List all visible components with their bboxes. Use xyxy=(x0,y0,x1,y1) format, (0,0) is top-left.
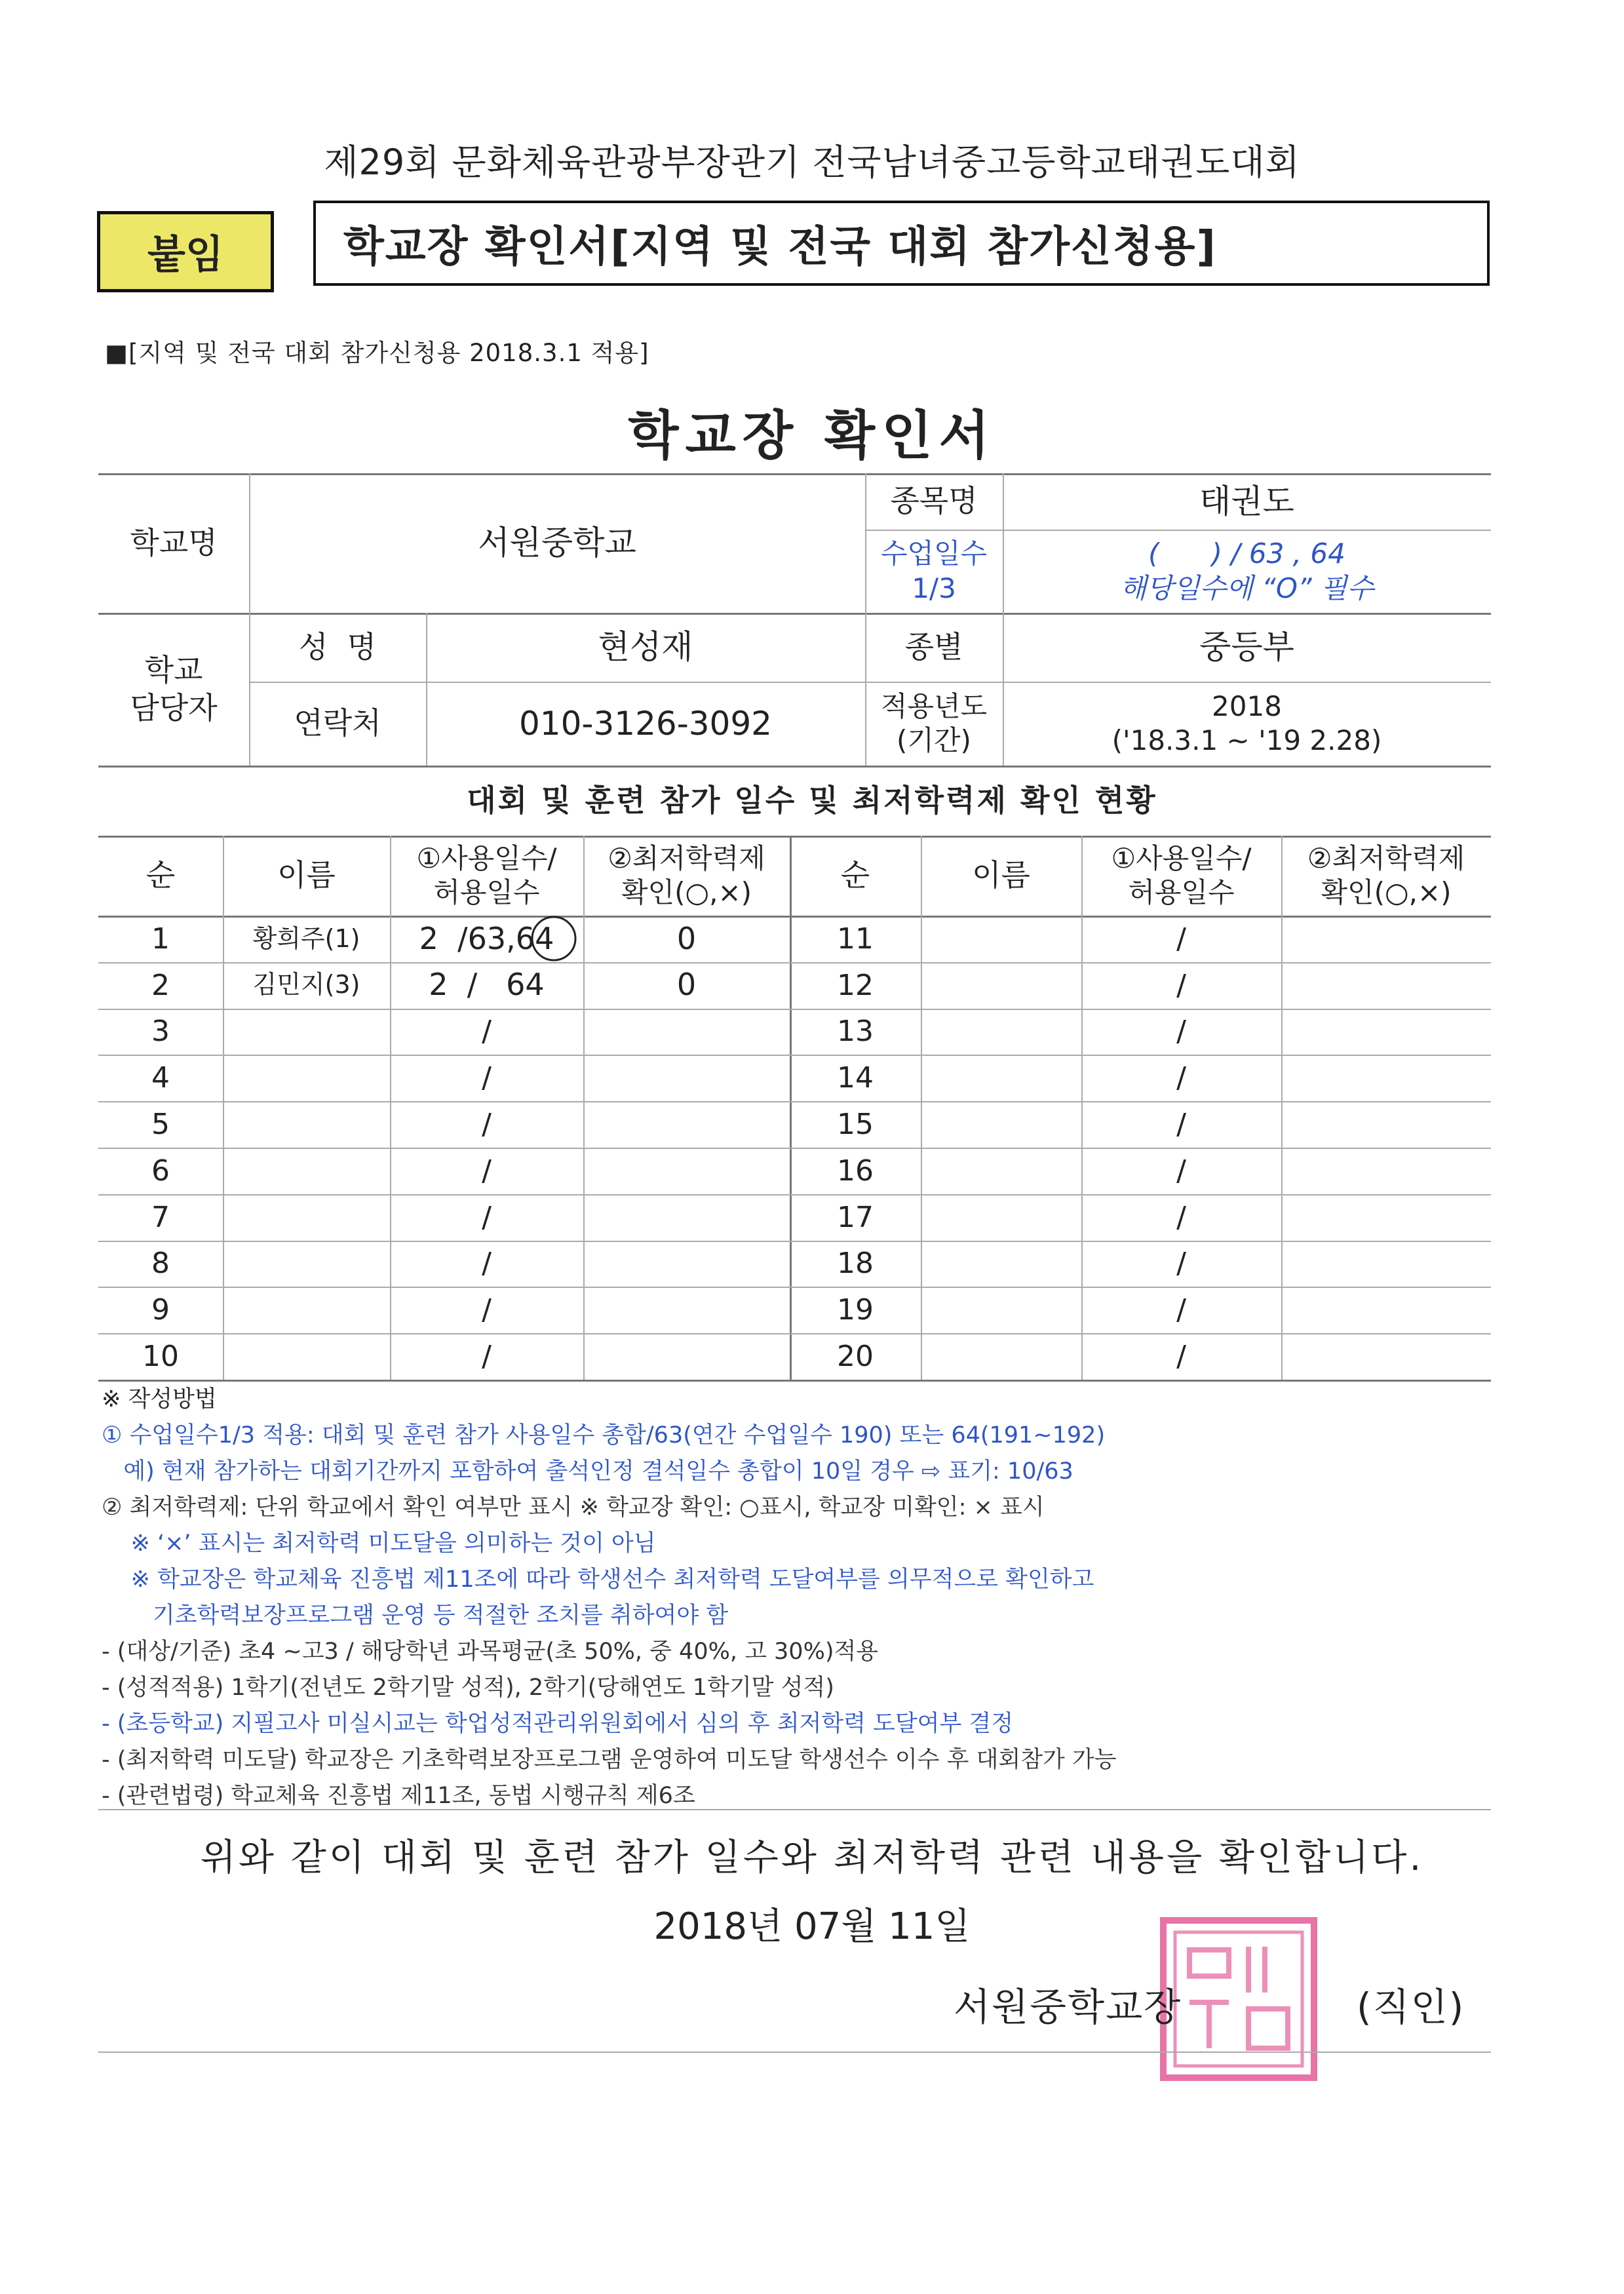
row-check-cell xyxy=(583,1333,790,1380)
row-days-cell: / xyxy=(1176,1061,1186,1095)
category-value: 중등부 xyxy=(1199,628,1294,667)
status-heading: 대회 및 훈련 참가 일수 및 최저학력제 확인 현황 xyxy=(467,783,1157,818)
row-name-cell: 김민지(3) xyxy=(252,970,360,1000)
row-check-cell xyxy=(583,1241,790,1287)
row-days-cell: / xyxy=(482,1015,492,1049)
row-check-cell xyxy=(583,1101,790,1148)
method-lines xyxy=(102,1418,1543,1814)
row-check-cell xyxy=(1281,1241,1491,1287)
row-seq-cell: 16 xyxy=(837,1154,874,1188)
applied-year-label: 적용년도 (기간) xyxy=(880,690,988,756)
row-seq-cell: 17 xyxy=(837,1200,874,1234)
row-check-cell xyxy=(1281,1333,1491,1380)
method-line: - (관련법령) 학교체육 진흥법 제11조, 동법 시행규칙 제6조 xyxy=(102,1783,695,1809)
row-name-cell xyxy=(921,1194,1081,1241)
manager-name-label: 성 명 xyxy=(298,629,377,665)
method-title: ※ 작성방법 xyxy=(102,1386,217,1412)
method-line: - (대상/기준) 초4 ~고3 / 해당학년 과목평균(초 50%, 중 40%, 고 30%)적용 xyxy=(102,1639,879,1665)
contact-value: 010-3126-3092 xyxy=(518,704,772,743)
row-name-cell xyxy=(921,1287,1081,1333)
row-seq-cell: 4 xyxy=(151,1061,170,1095)
header-days: ①사용일수/ 허용일수 xyxy=(1111,842,1252,908)
event-name-value: 태권도 xyxy=(1199,482,1294,520)
row-days-cell: / xyxy=(482,1247,492,1281)
row-days-cell: / xyxy=(482,1108,492,1142)
row-seq-cell: 14 xyxy=(837,1061,874,1095)
principal-signature: 서원중학교장 xyxy=(954,1985,1182,2029)
header-seq: 순 xyxy=(840,857,870,893)
attachment-badge: 붙임 xyxy=(97,211,274,292)
manager-label: 학교 담당자 xyxy=(130,652,218,726)
row-seq-cell: 7 xyxy=(151,1200,170,1234)
method-line: ※ 학교장은 학교체육 진흥법 제11조에 따라 학생선수 최저학력 도달여부를 의무적으로 확인하고 xyxy=(102,1566,1094,1593)
row-seq-cell: 12 xyxy=(837,968,874,1002)
row-seq-cell: 19 xyxy=(837,1293,874,1327)
row-name-cell xyxy=(223,1148,390,1194)
row-days-cell: / xyxy=(1176,1108,1186,1142)
row-check-cell xyxy=(583,1194,790,1241)
confirm-statement: 위와 같이 대회 및 훈련 참가 일수와 최저학력 관련 내용을 확인합니다. xyxy=(200,1837,1424,1879)
row-days-cell: / xyxy=(1176,968,1186,1002)
method-line: ② 최저학력제: 단위 학교에서 확인 여부만 표시 ※ 학교장 확인: ○표시, 학교장 미확인: × 표시 xyxy=(102,1494,1045,1521)
row-days-cell: / xyxy=(482,1061,492,1095)
header-days: ①사용일수/ 허용일수 xyxy=(416,842,557,908)
row-check-cell xyxy=(1281,1194,1491,1241)
method-line: 예) 현재 참가하는 대회기간까지 포함하여 출석인정 결석일수 총합이 10일 경우 ⇨ 표기: 10/63 xyxy=(102,1458,1073,1485)
row-days-cell: / xyxy=(482,1154,492,1188)
event-title: 제29회 문화체육관광부장관기 전국남녀중고등학교태권도대회 xyxy=(324,142,1300,183)
header-name: 이름 xyxy=(972,857,1030,893)
header-check: ②최저학력제 확인(○,×) xyxy=(1307,842,1465,908)
school-name-value: 서원중학교 xyxy=(478,524,636,562)
method-line: - (성적적용) 1학기(전년도 2학기말 성적), 2학기(당해연도 1학기말 성적) xyxy=(102,1675,834,1701)
row-name-cell xyxy=(223,1241,390,1287)
row-days-cell: / xyxy=(482,1200,492,1234)
method-line: - (초등학교) 지필고사 미실시교는 학업성적관리위원회에서 심의 후 최저학력 도달여부 결정 xyxy=(102,1711,1014,1737)
row-days-cell: / xyxy=(1176,1015,1186,1049)
row-seq-cell: 20 xyxy=(837,1340,874,1374)
row-seq-cell: 2 xyxy=(151,968,170,1002)
row-name-cell xyxy=(921,1148,1081,1194)
row-seq-cell: 9 xyxy=(151,1293,170,1327)
method-line: 기초학력보장프로그램 운영 등 적절한 조치를 취하여야 함 xyxy=(102,1603,729,1629)
row-name-cell xyxy=(223,1101,390,1148)
row-seq-cell: 3 xyxy=(151,1015,170,1049)
row-days-cell: / xyxy=(1176,1247,1186,1281)
event-name-label: 종목명 xyxy=(890,483,978,519)
row-days-cell: / xyxy=(482,1293,492,1327)
row-name-cell xyxy=(223,1333,390,1380)
row-check-cell xyxy=(583,1009,790,1055)
row-check-cell xyxy=(1281,962,1491,1009)
row-check-cell xyxy=(583,1055,790,1101)
document-title: 학교장 확인서 xyxy=(628,405,996,466)
row-check-cell: 0 xyxy=(676,920,697,956)
row-check-cell xyxy=(1281,1148,1491,1194)
official-seal-label: (직인) xyxy=(1357,1985,1465,2029)
writing-method xyxy=(102,1382,1543,1814)
row-seq-cell: 8 xyxy=(151,1247,170,1281)
row-seq-cell: 18 xyxy=(837,1247,874,1281)
row-days-cell: / xyxy=(1176,922,1186,956)
row-name-cell xyxy=(921,1009,1081,1055)
row-check-cell xyxy=(1281,1055,1491,1101)
header-check: ②최저학력제 확인(○,×) xyxy=(608,842,765,908)
row-days-cell: / xyxy=(1176,1340,1186,1374)
row-name-cell: 황희주(1) xyxy=(252,923,360,953)
row-check-cell xyxy=(1281,1101,1491,1148)
row-check-cell xyxy=(1281,1009,1491,1055)
row-name-cell xyxy=(223,1194,390,1241)
confirm-date: 2018년 07월 11일 xyxy=(653,1905,971,1948)
row-name-cell xyxy=(921,962,1081,1009)
row-check-cell xyxy=(1281,916,1491,962)
method-line: - (최저학력 미도달) 학교장은 기초학력보장프로그램 운영하여 미도달 학생선수 이수 후 대회참가 가능 xyxy=(102,1747,1117,1773)
row-days-cell: / xyxy=(1176,1200,1186,1234)
row-seq-cell: 13 xyxy=(837,1015,874,1049)
row-days-cell: 2 / 64 xyxy=(429,967,545,1003)
row-name-cell xyxy=(921,1333,1081,1380)
row-seq-cell: 11 xyxy=(837,922,874,956)
school-name-label: 학교명 xyxy=(130,524,218,560)
manager-name-value: 현성재 xyxy=(598,628,693,667)
row-name-cell xyxy=(223,1055,390,1101)
category-label: 종별 xyxy=(904,629,963,665)
header-name: 이름 xyxy=(277,857,336,893)
contact-label: 연락처 xyxy=(294,705,381,741)
row-name-cell xyxy=(223,1009,390,1055)
row-check-cell xyxy=(583,1287,790,1333)
row-name-cell xyxy=(921,1241,1081,1287)
class-days-label: 수업일수 1/3 xyxy=(880,537,988,604)
row-check-cell xyxy=(583,1148,790,1194)
row-days-cell: 2 /63,64 xyxy=(419,920,554,956)
row-seq-cell: 15 xyxy=(837,1108,874,1142)
row-seq-cell: 6 xyxy=(151,1154,170,1188)
row-name-cell xyxy=(921,1101,1081,1148)
row-days-cell: / xyxy=(1176,1293,1186,1327)
method-line: ※ ‘×’ 표시는 최저학력 미도달을 의미하는 것이 아님 xyxy=(102,1530,656,1557)
class-days-value: ( ) / 63 , 64 해당일수에 “O” 필수 xyxy=(1119,537,1374,604)
row-check-cell xyxy=(1281,1287,1491,1333)
row-seq-cell: 5 xyxy=(151,1108,170,1142)
row-days-cell: / xyxy=(1176,1154,1186,1188)
row-days-cell: / xyxy=(482,1340,492,1374)
row-seq-cell: 10 xyxy=(142,1340,179,1374)
method-line: ① 수업일수1/3 적용: 대회 및 훈련 참가 사용일수 총합/63(연간 수업일수 190) 또는 64(191~192) xyxy=(102,1422,1106,1448)
circle-mark-icon xyxy=(528,912,580,965)
header-seq: 순 xyxy=(145,857,176,893)
sub-note: ■[지역 및 전국 대회 참가신청용 2018.3.1 적용] xyxy=(105,339,649,367)
row-seq-cell: 1 xyxy=(151,922,170,956)
row-name-cell xyxy=(223,1287,390,1333)
form-title: 학교장 확인서[지역 및 전국 대회 참가신청용] xyxy=(313,201,1490,286)
applied-year-value: 2018 ('18.3.1 ~ '19 2.28) xyxy=(1112,690,1382,756)
row-name-cell xyxy=(921,916,1081,962)
row-name-cell xyxy=(921,1055,1081,1101)
row-check-cell: 0 xyxy=(676,967,697,1003)
